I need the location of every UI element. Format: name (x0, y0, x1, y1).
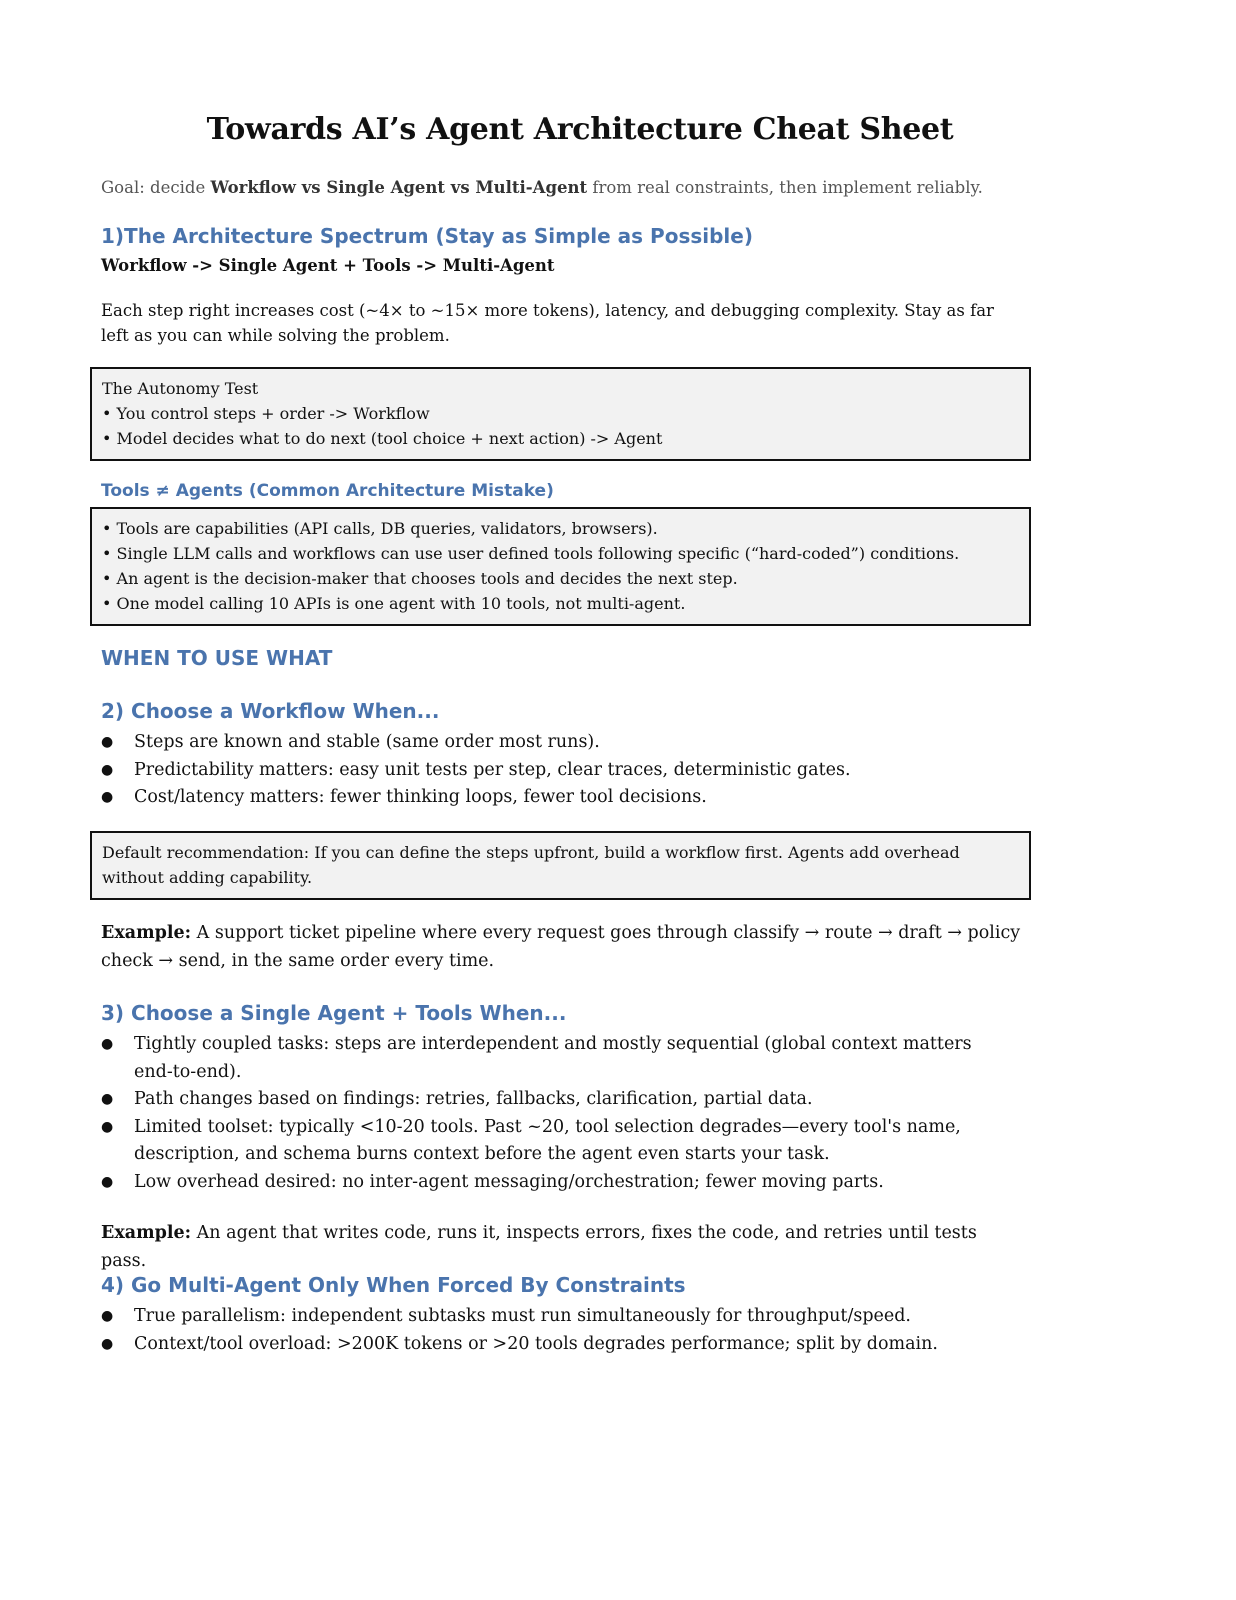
spectrum-line: Workflow -> Single Agent + Tools -> Multi-Agent (101, 256, 555, 275)
example-text: An agent that writes code, runs it, inspects errors, fixes the code, and retries until tests pass. (101, 1223, 977, 1271)
list-item (101, 1114, 1006, 1169)
tools-vs-agents-box (90, 507, 1031, 626)
example-label: Example: (101, 1223, 192, 1243)
autonomy-test-box (90, 367, 1031, 461)
tools-box-line: • Tools are capabilities (API calls, DB queries, validators, browsers). (102, 519, 658, 538)
list-item (101, 729, 1006, 757)
section2-heading: 2) Choose a Workflow When... (101, 699, 440, 723)
list-item (101, 1031, 1006, 1086)
workflow-bullets (101, 729, 1006, 812)
when-to-use-heading: WHEN TO USE WHAT (101, 646, 333, 670)
multi-agent-bullets (101, 1303, 1006, 1358)
bullet-icon: ● (101, 1308, 114, 1324)
spectrum-paragraph: Each step right increases cost (~4× to ~15× more tokens), latency, and debugging complexity. Stay as far left as you can while solving the problem. (101, 301, 994, 345)
autonomy-box-line: • You control steps + order -> Workflow (102, 404, 430, 423)
bullet-icon: ● (101, 734, 114, 750)
bullet-text: Cost/latency matters: fewer thinking loops, fewer tool decisions. (134, 787, 707, 807)
autonomy-box-title: The Autonomy Test (102, 379, 259, 398)
recommendation-text: Default recommendation: If you can define the steps upfront, build a workflow first. Agents add overhead without adding capability. (102, 843, 960, 887)
list-item (101, 1303, 1006, 1331)
goal-prefix: Goal: decide (101, 178, 211, 197)
bullet-icon: ● (101, 1036, 114, 1052)
autonomy-box-line: • Model decides what to do next (tool choice + next action) -> Agent (102, 429, 663, 448)
list-item (101, 784, 1006, 812)
tools-box-line: • One model calling 10 APIs is one agent with 10 tools, not multi-agent. (102, 594, 686, 613)
bullet-text: Context/tool overload: >200K tokens or >20 tools degrades performance; split by domain. (134, 1333, 938, 1354)
tools-vs-agents-heading: Tools ≠ Agents (Common Architecture Mistake) (101, 481, 554, 501)
bullet-icon: ● (101, 789, 114, 805)
bullet-icon: ● (101, 1118, 114, 1135)
list-item (101, 757, 1006, 785)
tools-box-line: • Single LLM calls and workflows can use user defined tools following specific (“hard-coded”) conditions. (102, 544, 960, 563)
page-title: Towards AI’s Agent Architecture Cheat Sheet (206, 112, 954, 147)
bullet-text: Steps are known and stable (same order most runs). (134, 732, 600, 752)
section1-heading: 1)The Architecture Spectrum (Stay as Simple as Possible) (101, 224, 753, 248)
bullet-icon: ● (101, 1335, 114, 1352)
section3-heading: 3) Choose a Single Agent + Tools When... (101, 1001, 567, 1025)
tools-box-line: • An agent is the decision-maker that chooses tools and decides the next step. (102, 569, 738, 588)
bullet-icon: ● (101, 761, 114, 778)
example-label: Example: (101, 923, 192, 943)
list-item (101, 1331, 1006, 1359)
bullet-text: Low overhead desired: no inter-agent messaging/orchestration; fewer moving parts. (134, 1171, 884, 1192)
bullet-text: Tightly coupled tasks: steps are interdependent and mostly sequential (global context matters end-to-end). (134, 1034, 972, 1082)
list-item (101, 1086, 1006, 1114)
bullet-icon: ● (101, 1091, 114, 1107)
bullet-text: Path changes based on findings: retries, fallbacks, clarification, partial data. (134, 1089, 813, 1109)
goal-suffix: from real constraints, then implement reliably. (587, 178, 983, 197)
list-item (101, 1169, 1006, 1197)
section4-heading: 4) Go Multi-Agent Only When Forced By Constraints (101, 1273, 686, 1297)
workflow-example (101, 919, 1021, 975)
default-recommendation-box (90, 831, 1031, 900)
single-agent-bullets (101, 1031, 1006, 1196)
bullet-text: True parallelism: independent subtasks must run simultaneously for throughput/speed. (134, 1306, 911, 1326)
example-text: A support ticket pipeline where every request goes through classify → route → draft → policy check → send, in the same order every time. (101, 923, 1021, 971)
goal-bold: Workflow vs Single Agent vs Multi-Agent (210, 178, 588, 197)
bullet-text: Predictability matters: easy unit tests per step, clear traces, deterministic gates. (134, 759, 851, 780)
bullet-icon: ● (101, 1173, 114, 1190)
goal-statement (101, 178, 1051, 197)
bullet-text: Limited toolset: typically <10-20 tools. Past ~20, tool selection degrades—every tool's name, description, and schema burns context before the agent even starts your task. (134, 1116, 961, 1164)
single-agent-example (101, 1219, 1021, 1275)
